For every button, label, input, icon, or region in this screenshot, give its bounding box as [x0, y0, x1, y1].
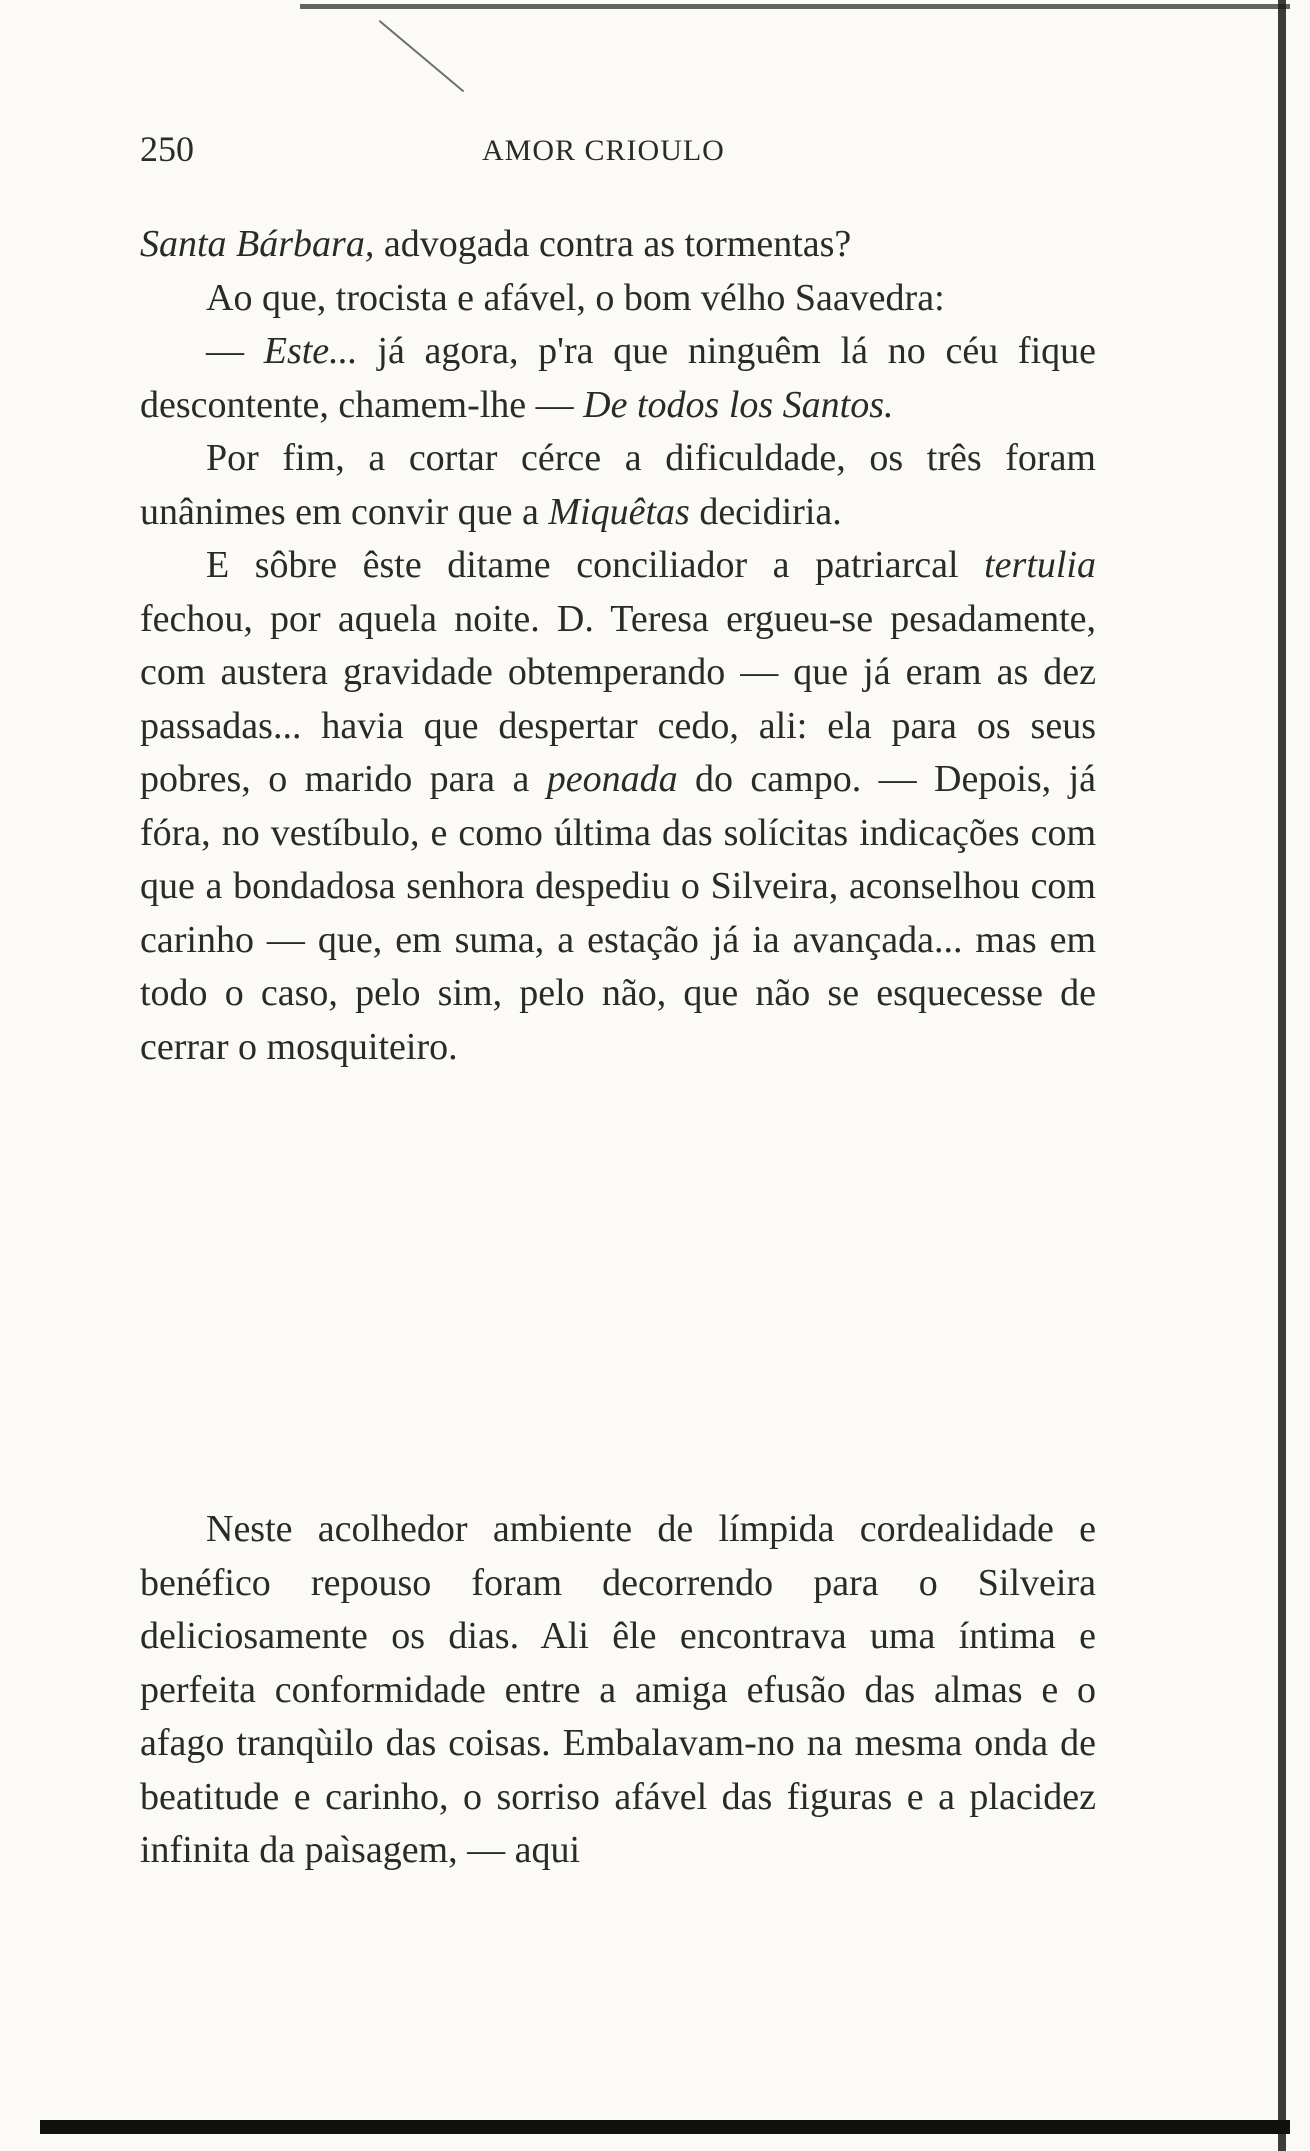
text-run: Por fim, a cortar cérce a dificuldade, os três foram unânimes em convir que a	[140, 437, 1096, 533]
italic-text: tertulia	[984, 544, 1096, 586]
text-run: já agora, p'ra que ninguêm lá no céu fique descontente, chamem-lhe —	[140, 330, 1096, 426]
text-block-1	[140, 218, 1096, 1074]
paragraph	[140, 432, 1096, 539]
italic-text: Este...	[263, 330, 358, 372]
text-run: —	[206, 330, 264, 372]
text-run: decidiria.	[689, 490, 842, 533]
page-header	[140, 128, 1100, 188]
text-run: advogada contra as tormentas?	[374, 223, 852, 265]
paragraph	[140, 539, 1096, 1074]
italic-text: Miquêtas	[548, 490, 690, 533]
paragraph	[140, 218, 1096, 272]
text-run: E sôbre êste ditame conciliador a patriarcal	[206, 544, 985, 586]
paragraph: Neste acolhedor ambiente de límpida cordealidade e benéfico repouso foram decorrendo para o Silveira deliciosamente os dias. Ali êle encontrava uma íntima e perfeita conformidade entre a amiga efusão das almas e o afago tranqùilo das coisas. Embalavam-no na mesma onda de beatitude e carinho, o sorriso afável das figuras e a placidez infinita da paìsagem, — aqui	[140, 1508, 1096, 1871]
scan-edge-top	[300, 4, 1290, 9]
scan-mark	[379, 20, 465, 92]
italic-text: Santa Bárbara,	[140, 223, 375, 265]
italic-text: De todos los Santos.	[583, 383, 894, 426]
paragraph	[140, 325, 1096, 432]
text-block-2	[140, 1503, 1096, 1878]
italic-text: peonada	[546, 758, 678, 800]
scan-edge-bottom	[40, 2120, 1290, 2134]
paragraph: Ao que, trocista e afável, o bom vélho Saavedra:	[206, 276, 945, 319]
text-run: fechou, por aquela noite. D. Teresa ergueu-se pesadamente, com austera gravidade obtemperando — que já eram as dez passadas... havia que despertar cedo, ali: ela para os seus pobres, o marido para a	[140, 597, 1096, 800]
scan-edge-right	[1278, 0, 1286, 2151]
running-head: AMOR CRIOULO	[482, 134, 725, 167]
page-number: 250	[140, 129, 194, 169]
text-run: do campo. — Depois, já fóra, no vestíbulo, e como última das solícitas indicações com que a bondadosa senhora despediu o Silveira, aconselhou com carinho — que, em suma, a estação já ia avançada... mas em todo o caso, pelo sim, pelo não, que não se esquecesse de cerrar o mosquiteiro.	[140, 758, 1097, 1068]
